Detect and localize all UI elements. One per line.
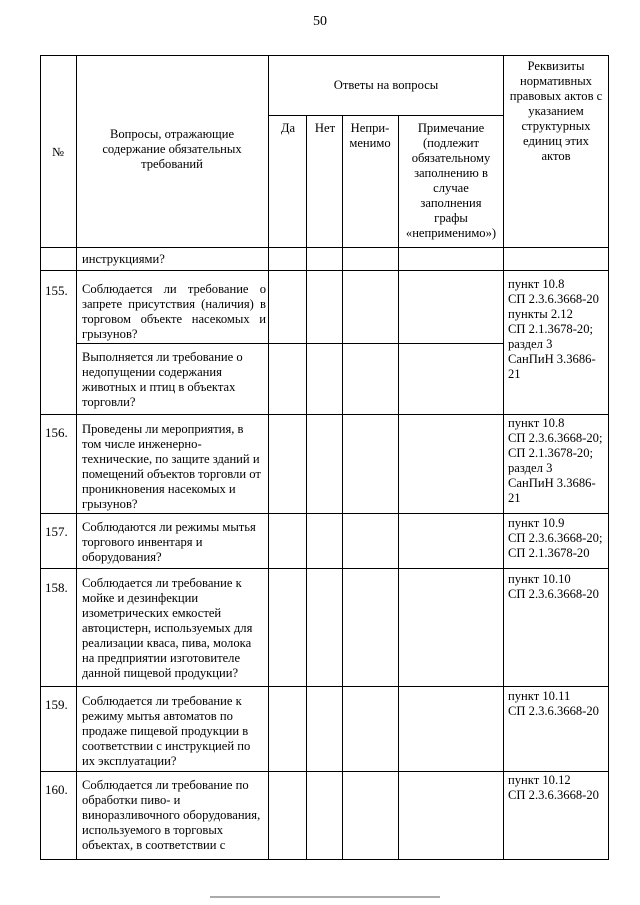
row-156-requisites: пункт 10.8 СП 2.3.6.3668-20; СП 2.1.3678-20; раздел 3 СанПиН 3.3686-21 bbox=[508, 416, 603, 505]
header-note: Примечание (подлежит обязательному заполнению в случае заполнения графы «неприменимо») bbox=[405, 121, 497, 240]
row-156-question: Проведены ли мероприятия, в том числе инженерно-технические, по защите зданий и помещений объектов торговли от проникновения насекомых и грызунов? bbox=[82, 422, 261, 511]
row-157-number: 157. bbox=[45, 524, 68, 539]
page-number: 50 bbox=[313, 14, 327, 29]
row-160-question: Соблюдается ли требование по обработки пиво- и виноразливочного оборудования, используемого в торговых объектах, в соответствии с bbox=[82, 778, 261, 852]
row-159-question: Соблюдается ли требование к режиму мытья автоматов по продаже пищевой продукции в соответствии с инструкцией по их эксплуатации? bbox=[82, 694, 251, 768]
row-155-question: Соблюдается ли требование о запрете присутствия (наличия) в торговом объекте насекомых и грызунов? bbox=[82, 282, 266, 341]
header-no: Нет bbox=[314, 121, 336, 135]
row-157-requisites: пункт 10.9 СП 2.3.6.3668-20; СП 2.1.3678-20 bbox=[508, 516, 603, 560]
row-continuation-question: инструкциями? bbox=[82, 252, 165, 266]
row-155-number: 155. bbox=[45, 283, 68, 298]
header-requisites: Реквизиты нормативных правовых актов с указанием структурных единиц этих актов bbox=[509, 59, 603, 163]
row-160-requisites: пункт 10.12 СП 2.3.6.3668-20 bbox=[508, 773, 599, 802]
header-number: № bbox=[51, 145, 65, 159]
row-160-number: 160. bbox=[45, 782, 68, 797]
header-answers: Ответы на вопросы bbox=[333, 78, 439, 92]
header-not-applicable: Непри- менимо bbox=[349, 121, 391, 150]
row-158-number: 158. bbox=[45, 580, 68, 595]
row-158-requisites: пункт 10.10 СП 2.3.6.3668-20 bbox=[508, 572, 599, 601]
row-158-question: Соблюдается ли требование к мойке и дезинфекции изометрических емкостей автоцистерн, используемых для реализации кваса, пива, молока на предприятии изготовителе данной пищевой продукции? bbox=[82, 576, 253, 680]
row-159-requisites: пункт 10.11 СП 2.3.6.3668-20 bbox=[508, 689, 599, 718]
row-159-number: 159. bbox=[45, 697, 68, 712]
row-155b-question: Выполняется ли требование о недопущении содержания животных и птиц в объектах торговли? bbox=[82, 350, 243, 409]
scan-artifact bbox=[210, 896, 440, 898]
row-157-question: Соблюдаются ли режимы мытья торгового инвентаря и оборудования? bbox=[82, 520, 256, 564]
row-155-requisites: пункт 10.8 СП 2.3.6.3668-20 пункты 2.12 СП 2.1.3678-20; раздел 3 СанПиН 3.3686-21 bbox=[508, 277, 599, 381]
header-questions: Вопросы, отражающие содержание обязательных требований bbox=[102, 127, 242, 171]
row-156-number: 156. bbox=[45, 425, 68, 440]
header-yes: Да bbox=[280, 121, 296, 135]
